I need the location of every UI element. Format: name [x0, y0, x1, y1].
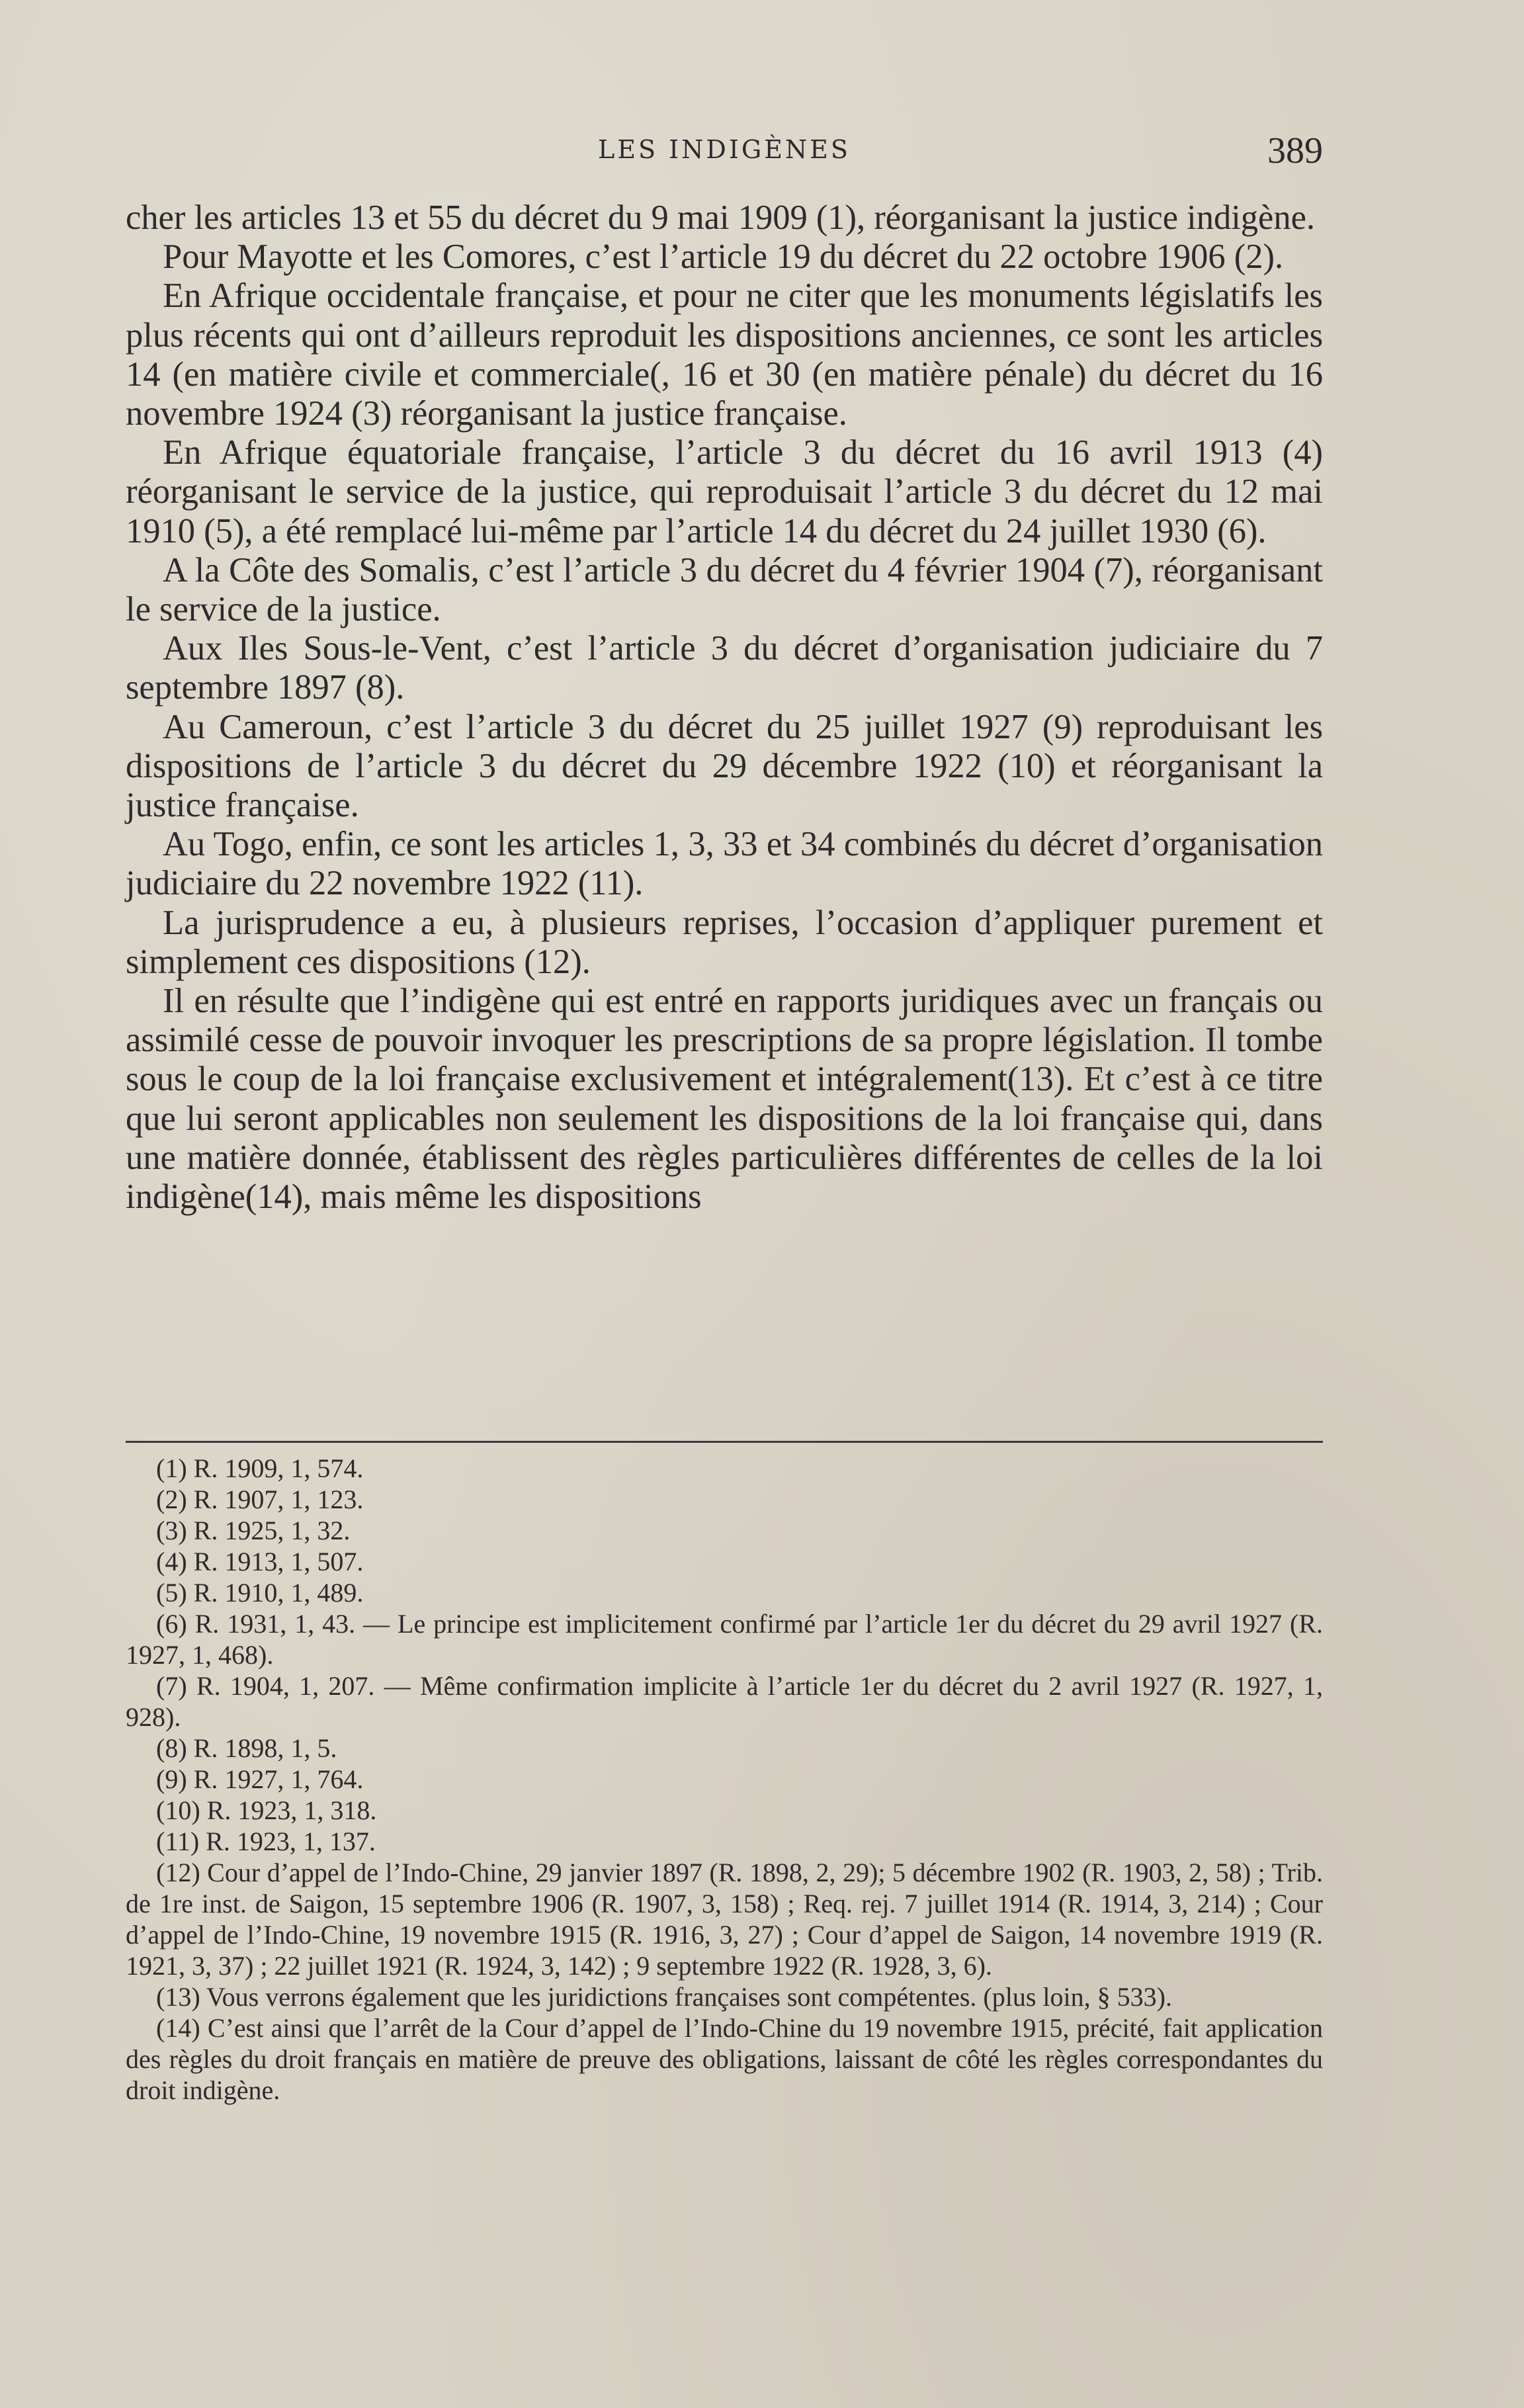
main-text — [126, 198, 1323, 1217]
footnote: (2) R. 1907, 1, 123. — [156, 1484, 364, 1514]
paragraph: cher les articles 13 et 55 du décret du 9 mai 1909 (1), réorganisant la justice indigène. — [126, 198, 1316, 237]
paragraph: En Afrique occidentale française, et pour ne citer que les monuments législatifs les plus récents qui ont d’ailleurs reproduit les dispositions anciennes, ce sont les articles 14 (en matière civile et commerciale(, 16 et 30 (en matière pénale) du décret du 16 novembre 1924 (3) réorganisant la justice française. — [126, 277, 1323, 433]
footnote: (10) R. 1923, 1, 318. — [156, 1795, 377, 1825]
paragraph: Au Cameroun, c’est l’article 3 du décret du 25 juillet 1927 (9) reproduisant les dispositions de l’article 3 du décret du 29 décembre 1922 (10) et réorganisant la justice française. — [126, 707, 1323, 825]
footnote: (5) R. 1910, 1, 489. — [156, 1578, 364, 1608]
footnote: (7) R. 1904, 1, 207. — Même confirmation implicite à l’article 1er du décret du 2 avril 1927 (R. 1927, 1, 928). — [126, 1671, 1323, 1732]
paragraph: Il en résulte que l’indigène qui est entré en rapports juridiques avec un français ou assimilé cesse de pouvoir invoquer les prescriptions de sa propre législation. Il tombe sous le coup de la loi française exclusivement et intégralement(13). Et c’est à ce titre que lui seront applicables non seulement les dispositions de la loi française qui, dans une matière donnée, établissent des règles particulières différentes de celles de la loi indigène(14), mais même les dispositions — [126, 982, 1323, 1217]
footnote: (1) R. 1909, 1, 574. — [156, 1453, 364, 1483]
footnote: (13) Vous verrons également que les juridictions françaises sont compétentes. (plus loin, § 533). — [156, 1982, 1172, 2012]
page-number: 389 — [1267, 130, 1323, 171]
footnote: (3) R. 1925, 1, 32. — [156, 1516, 351, 1545]
footnote: (8) R. 1898, 1, 5. — [156, 1733, 337, 1763]
paragraph: A la Côte des Somalis, c’est l’article 3 du décret du 4 février 1904 (7), réorganisant le service de la justice. — [126, 550, 1323, 629]
footnote-divider — [126, 1441, 1323, 1443]
paragraph: Au Togo, enfin, ce sont les articles 1, 3, 33 et 34 combinés du décret d’organisation judiciaire du 22 novembre 1922 (11). — [126, 825, 1323, 903]
footnote: (12) Cour d’appel de l’Indo-Chine, 29 janvier 1897 (R. 1898, 2, 29); 5 décembre 1902 (R. 1903, 2, 58) ; Trib. de 1re inst. de Saigon, 15 septembre 1906 (R. 1907, 3, 158) ; Req. rej. 7 juillet 1914 (R. 1914, 3, 214) ; Cour d’appel de l’Indo-Chine, 19 novembre 1915 (R. 1916, 3, 27) ; Cour d’appel de Saigon, 14 novembre 1919 (R. 1921, 3, 37) ; 22 juillet 1921 (R. 1924, 3, 142) ; 9 septembre 1922 (R. 1928, 3, 6). — [126, 1858, 1323, 1981]
paragraph: La jurisprudence a eu, à plusieurs reprises, l’occasion d’appliquer purement et simplement ces dispositions (12). — [126, 903, 1323, 981]
footnotes — [126, 1453, 1323, 2106]
running-head: LES INDIGÈNES — [598, 135, 851, 164]
paragraph: Pour Mayotte et les Comores, c’est l’article 19 du décret du 22 octobre 1906 (2). — [163, 237, 1284, 277]
paragraph: Aux Iles Sous-le-Vent, c’est l’article 3 du décret d’organisation judiciaire du 7 septembre 1897 (8). — [126, 629, 1323, 707]
footnote: (6) R. 1931, 1, 43. — Le principe est implicitement confirmé par l’article 1er du décret du 29 avril 1927 (R. 1927, 1, 468). — [126, 1609, 1323, 1670]
footnote: (9) R. 1927, 1, 764. — [156, 1764, 364, 1794]
paragraph: En Afrique équatoriale française, l’article 3 du décret du 16 avril 1913 (4) réorganisant le service de la justice, qui reproduisait l’article 3 du décret du 12 mai 1910 (5), a été remplacé lui-même par l’article 14 du décret du 24 juillet 1930 (6). — [126, 433, 1323, 550]
footnote: (4) R. 1913, 1, 507. — [156, 1547, 364, 1576]
footnote: (11) R. 1923, 1, 137. — [156, 1827, 376, 1856]
footnote: (14) C’est ainsi que l’arrêt de la Cour d’appel de l’Indo-Chine du 19 novembre 1915, précité, fait application des règles du droit français en matière de preuve des obligations, laissant de côté les règles correspondantes du droit indigène. — [126, 2013, 1323, 2105]
page-header — [126, 130, 1323, 176]
